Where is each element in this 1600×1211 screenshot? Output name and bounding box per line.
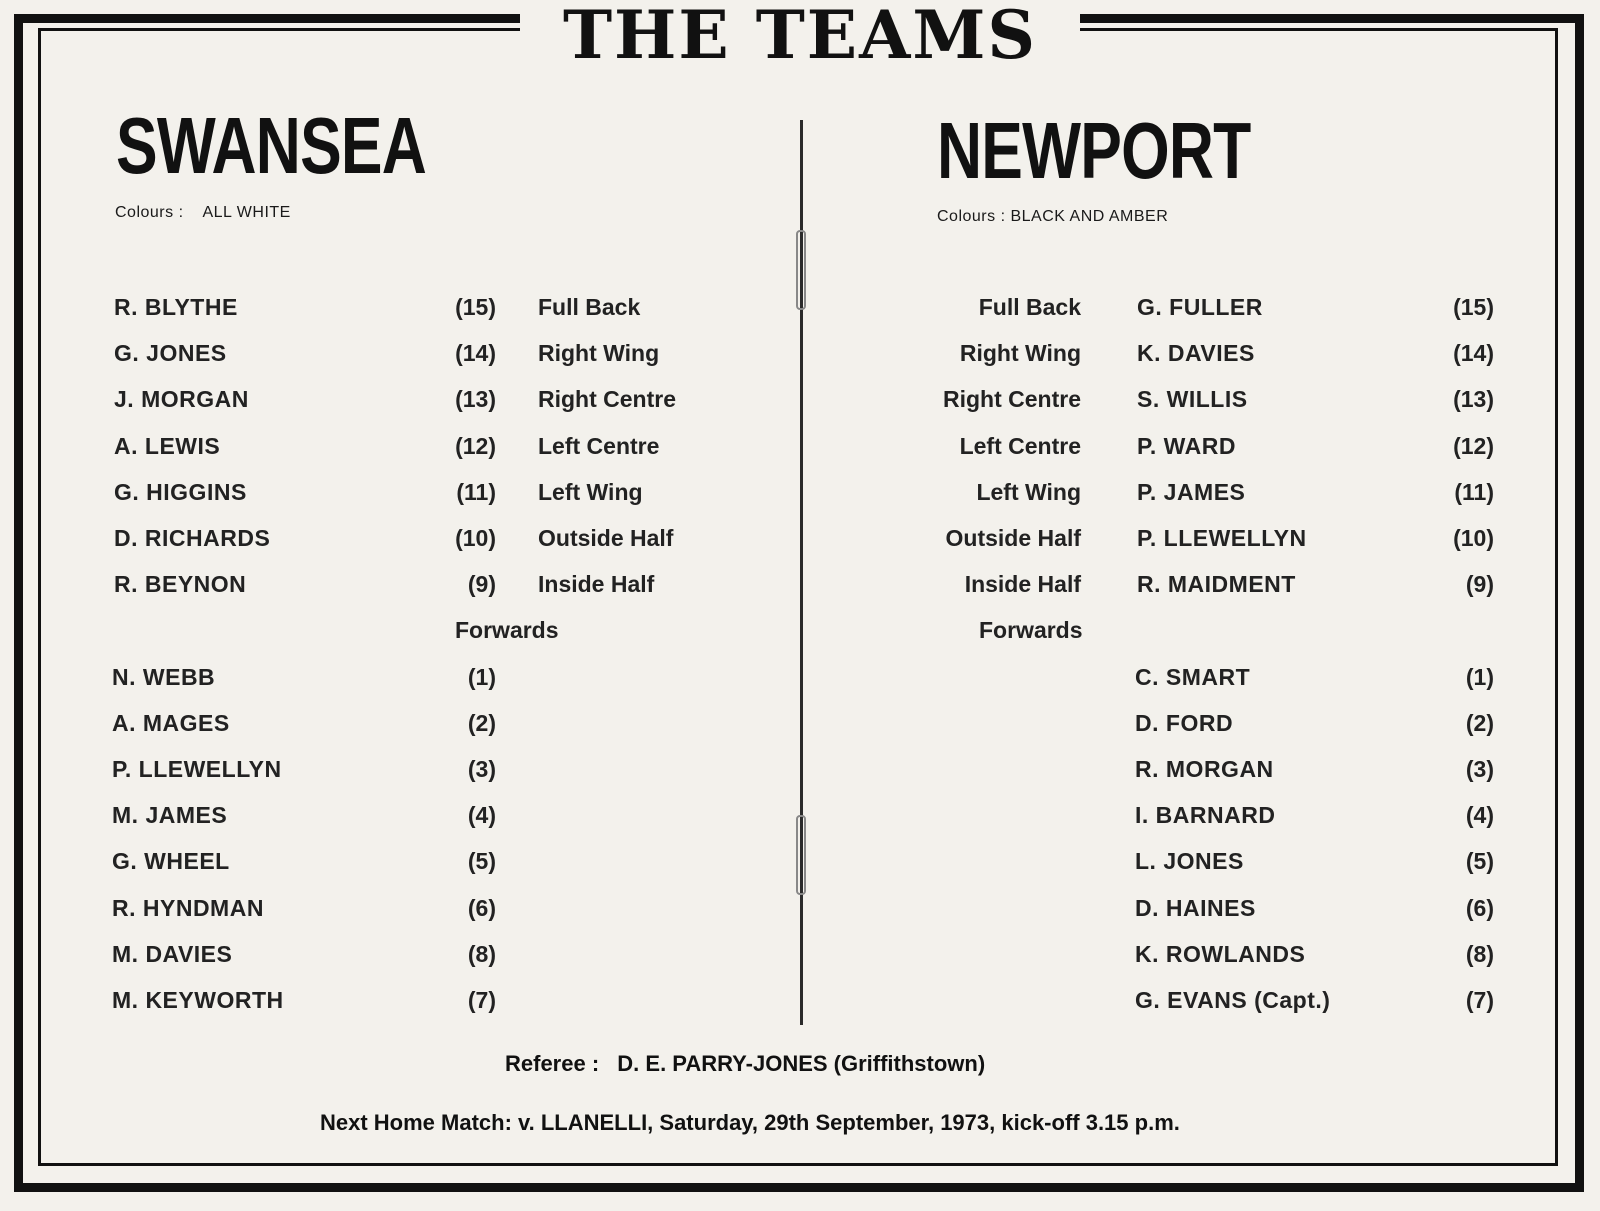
player-name: N. WEBB	[112, 663, 216, 690]
referee-label: Referee :	[505, 1051, 600, 1076]
player-name: G. EVANS (Capt.)	[1135, 987, 1331, 1013]
player-name: M. DAVIES	[112, 940, 233, 967]
player-name: S. WILLIS	[1137, 386, 1248, 413]
player-name: J. MORGAN	[114, 386, 249, 413]
player-name: P. LLEWELLYN	[112, 756, 282, 782]
jersey-number: (5)	[1465, 848, 1494, 875]
page-title: THE TEAMS	[562, 0, 1038, 74]
position-label: Right Centre	[943, 386, 1081, 413]
jersey-number: (5)	[467, 848, 496, 875]
swansea-team-name: SWANSEA	[116, 101, 427, 190]
jersey-number: (14)	[455, 340, 496, 367]
jersey-number: (6)	[467, 894, 496, 921]
jersey-number: (8)	[1465, 940, 1494, 967]
player-name: D. RICHARDS	[114, 525, 271, 551]
newport-colours-value: BLACK AND AMBER	[1010, 208, 1169, 225]
forwards-heading: Forwards	[979, 617, 1083, 644]
jersey-number: (11)	[456, 478, 496, 505]
jersey-number: (15)	[455, 294, 496, 320]
next-home-match: Next Home Match: v. LLANELLI, Saturday, 29th September, 1973, kick-off 3.15 p.m.	[320, 1110, 1180, 1135]
jersey-number: (6)	[1465, 894, 1494, 921]
position-label: Left Centre	[538, 432, 660, 459]
player-name: I. BARNARD	[1135, 802, 1276, 829]
player-name: M. JAMES	[112, 802, 228, 829]
position-label: Left Wing	[976, 478, 1081, 505]
forwards-heading: Forwards	[455, 617, 559, 644]
player-name: K. ROWLANDS	[1135, 940, 1306, 967]
swansea-colours	[115, 204, 291, 222]
player-name: R. MORGAN	[1135, 756, 1274, 782]
jersey-number: (2)	[467, 709, 496, 736]
position-label: Full Back	[978, 294, 1081, 320]
jersey-number: (1)	[1465, 663, 1494, 690]
jersey-number: (1)	[467, 663, 496, 690]
referee-line	[505, 1051, 985, 1077]
position-label: Inside Half	[964, 571, 1081, 598]
newport-team-name: NEWPORT	[937, 106, 1251, 195]
player-name: C. SMART	[1135, 663, 1251, 690]
position-label: Outside Half	[538, 525, 674, 551]
jersey-number: (8)	[467, 940, 496, 967]
position-label: Left Wing	[538, 478, 643, 505]
swansea-colours-value: ALL WHITE	[202, 204, 291, 221]
player-name: G. FULLER	[1137, 294, 1263, 320]
player-name: K. DAVIES	[1137, 340, 1255, 367]
position-label: Full Back	[538, 294, 641, 320]
jersey-number: (15)	[1453, 294, 1494, 320]
player-name: R. HYNDMAN	[112, 894, 264, 921]
player-name: D. HAINES	[1135, 894, 1256, 921]
newport-colours-label: Colours :	[937, 208, 1006, 225]
player-name: P. JAMES	[1137, 478, 1246, 505]
player-name: P. LLEWELLYN	[1137, 525, 1307, 551]
jersey-number: (4)	[1465, 802, 1494, 829]
jersey-number: (10)	[455, 525, 496, 551]
player-name: R. BEYNON	[114, 571, 247, 598]
jersey-number: (13)	[1453, 386, 1494, 413]
jersey-number: (11)	[1454, 478, 1494, 505]
jersey-number: (4)	[467, 802, 496, 829]
player-name: R. MAIDMENT	[1137, 571, 1296, 598]
position-label: Right Wing	[959, 340, 1081, 367]
jersey-number: (10)	[1453, 525, 1494, 551]
player-name: G. JONES	[114, 340, 227, 367]
position-label: Outside Half	[945, 525, 1081, 551]
jersey-number: (9)	[467, 571, 496, 598]
jersey-number: (3)	[1465, 756, 1494, 782]
staple-bottom	[796, 815, 806, 895]
referee-name: D. E. PARRY-JONES (Griffithstown)	[617, 1051, 986, 1076]
staple-top	[796, 230, 806, 310]
player-name: G. WHEEL	[112, 848, 230, 875]
jersey-number: (2)	[1465, 709, 1494, 736]
newport-colours	[937, 208, 1168, 226]
player-name: L. JONES	[1135, 848, 1244, 875]
jersey-number: (13)	[455, 386, 496, 413]
swansea-colours-label: Colours :	[115, 204, 184, 221]
player-name: P. WARD	[1137, 432, 1236, 459]
player-name: A. MAGES	[112, 709, 230, 736]
position-label: Inside Half	[538, 571, 655, 598]
jersey-number: (3)	[467, 756, 496, 782]
player-name: R. BLYTHE	[114, 294, 238, 320]
player-name: G. HIGGINS	[114, 478, 247, 505]
position-label: Left Centre	[959, 432, 1081, 459]
player-name: D. FORD	[1135, 709, 1234, 736]
position-label: Right Centre	[538, 386, 676, 413]
jersey-number: (14)	[1453, 340, 1494, 367]
jersey-number: (7)	[1465, 987, 1494, 1013]
jersey-number: (12)	[1453, 432, 1494, 459]
position-label: Right Wing	[538, 340, 660, 367]
player-name: M. KEYWORTH	[112, 987, 284, 1013]
player-name: A. LEWIS	[114, 432, 221, 459]
jersey-number: (9)	[1465, 571, 1494, 598]
jersey-number: (7)	[467, 987, 496, 1013]
jersey-number: (12)	[455, 432, 496, 459]
